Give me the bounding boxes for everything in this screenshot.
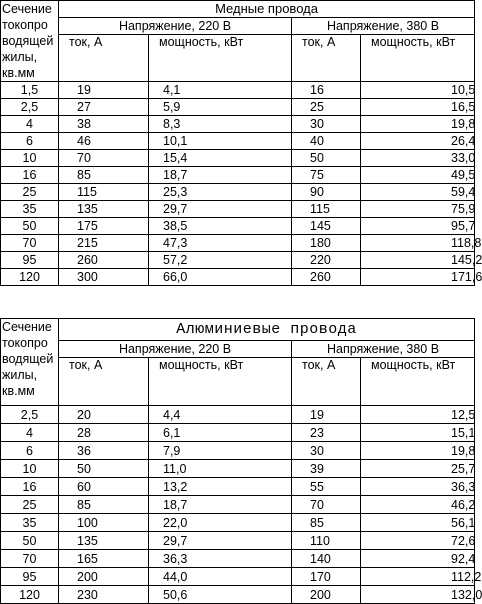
power-380-cell: 46,2 [361,496,475,514]
power-220-cell: 22,0 [149,514,292,532]
copper-voltage-row [1,18,475,35]
power-380-cell: 59,4 [361,184,475,201]
current-380-cell: 85 [292,514,361,532]
table-row [1,406,475,424]
table-row [1,218,475,235]
current-220-cell: 100 [59,514,149,532]
power-220-cell: 5,9 [149,99,292,116]
power-380-cell: 132,0 [361,586,475,604]
cross-section-cell: 70 [1,235,59,252]
power-220-cell: 15,4 [149,150,292,167]
current-380-cell: 30 [292,442,361,460]
table-row [1,568,475,586]
power-380-cell: 10,5 [361,82,475,99]
table-row [1,116,475,133]
power-380-cell: 112,2 [361,568,475,586]
cross-section-cell: 95 [1,252,59,269]
table-row [1,99,475,116]
power-220-cell: 6,1 [149,424,292,442]
section-header-line: водящей [2,352,54,366]
power-380-header: мощность, кВт [361,358,475,406]
aluminum-table-title: Алюминиевые провода [59,319,475,341]
copper-table-body [1,1,475,82]
current-380-cell: 19 [292,406,361,424]
cross-section-cell: 6 [1,133,59,150]
table-row [1,586,475,604]
power-220-cell: 4,1 [149,82,292,99]
current-220-cell: 85 [59,167,149,184]
current-220-cell: 28 [59,424,149,442]
power-220-cell: 66,0 [149,269,292,286]
section-header-line: кв.мм [2,66,35,80]
cross-section-cell: 4 [1,116,59,133]
current-380-cell: 16 [292,82,361,99]
voltage-380-header: Напряжение, 380 В [292,341,475,358]
power-380-cell: 118,8 [361,235,475,252]
table-row [1,252,475,269]
power-220-cell: 44,0 [149,568,292,586]
current-380-cell: 39 [292,460,361,478]
current-220-cell: 60 [59,478,149,496]
table-row [1,424,475,442]
power-220-cell: 29,7 [149,532,292,550]
power-220-cell: 50,6 [149,586,292,604]
power-380-cell: 19,8 [361,116,475,133]
copper-section-header [1,1,59,82]
power-380-cell: 92,4 [361,550,475,568]
power-380-cell: 26,4 [361,133,475,150]
power-380-cell: 95,7 [361,218,475,235]
current-220-cell: 19 [59,82,149,99]
section-header-line: токопро [2,18,48,32]
current-380-cell: 170 [292,568,361,586]
cross-section-cell: 25 [1,496,59,514]
section-header-line: Сечение [2,320,52,334]
cross-section-cell: 16 [1,167,59,184]
power-380-cell: 19,8 [361,442,475,460]
current-220-cell: 200 [59,568,149,586]
power-220-cell: 8,3 [149,116,292,133]
power-220-cell: 18,7 [149,167,292,184]
copper-wire-table [0,0,482,286]
cross-section-cell: 50 [1,218,59,235]
table-row [1,460,475,478]
current-380-cell: 260 [292,269,361,286]
power-220-cell: 57,2 [149,252,292,269]
section-header-line: Сечение [2,2,52,16]
cross-section-cell: 4 [1,424,59,442]
table-row [1,496,475,514]
cross-section-cell: 6 [1,442,59,460]
power-220-cell: 18,7 [149,496,292,514]
aluminum-data-rows [1,406,482,604]
current-220-cell: 38 [59,116,149,133]
current-220-cell: 215 [59,235,149,252]
cross-section-cell: 70 [1,550,59,568]
current-380-cell: 220 [292,252,361,269]
power-380-cell: 49,5 [361,167,475,184]
current-380-header: ток, А [292,358,361,406]
cross-section-cell: 2,5 [1,99,59,116]
current-380-cell: 140 [292,550,361,568]
cross-section-cell: 2,5 [1,406,59,424]
power-220-cell: 25,3 [149,184,292,201]
current-380-cell: 30 [292,116,361,133]
table-row [1,550,475,568]
table-row [1,532,475,550]
table-row [1,201,475,218]
aluminum-title-row [1,319,475,341]
power-220-cell: 4,4 [149,406,292,424]
voltage-220-header: Напряжение, 220 В [59,18,292,35]
table-row [1,82,475,99]
power-220-cell: 47,3 [149,235,292,252]
current-220-cell: 175 [59,218,149,235]
power-380-cell: 15,1 [361,424,475,442]
power-220-cell: 11,0 [149,460,292,478]
section-header-line: жилы, [2,50,38,64]
cross-section-cell: 50 [1,532,59,550]
current-380-cell: 70 [292,496,361,514]
power-220-cell: 38,5 [149,218,292,235]
table-row [1,442,475,460]
current-220-cell: 85 [59,496,149,514]
current-380-cell: 40 [292,133,361,150]
power-380-cell: 16,5 [361,99,475,116]
power-220-cell: 7,9 [149,442,292,460]
section-header-line: водящей [2,34,54,48]
table-row [1,133,475,150]
cross-section-cell: 35 [1,201,59,218]
copper-column-row [1,35,475,82]
copper-title-row [1,1,475,18]
power-380-header: мощность, кВт [361,35,475,82]
current-380-cell: 75 [292,167,361,184]
section-header-line: кв.мм [2,384,35,398]
power-220-header: мощность, кВт [149,358,292,406]
power-380-cell: 25,7 [361,460,475,478]
current-220-cell: 165 [59,550,149,568]
current-380-cell: 55 [292,478,361,496]
voltage-220-header: Напряжение, 220 В [59,341,292,358]
section-header-line: жилы, [2,368,38,382]
aluminum-table-body [1,319,475,406]
power-220-cell: 36,3 [149,550,292,568]
current-220-cell: 20 [59,406,149,424]
power-380-cell: 36,3 [361,478,475,496]
table-row [1,514,475,532]
table-row [1,235,475,252]
table-row [1,269,475,286]
section-header-line: токопро [2,336,48,350]
copper-table-title: Медные провода [59,1,475,18]
power-380-cell: 72,6 [361,532,475,550]
current-380-cell: 90 [292,184,361,201]
copper-data-rows [1,82,482,286]
current-220-cell: 230 [59,586,149,604]
cross-section-cell: 10 [1,460,59,478]
power-380-cell: 12,5 [361,406,475,424]
current-380-cell: 145 [292,218,361,235]
cross-section-cell: 16 [1,478,59,496]
aluminum-section-header [1,319,59,406]
current-380-header: ток, А [292,35,361,82]
current-220-cell: 36 [59,442,149,460]
power-380-cell: 145,2 [361,252,475,269]
current-220-cell: 46 [59,133,149,150]
power-380-cell: 75,9 [361,201,475,218]
current-380-cell: 200 [292,586,361,604]
current-220-header: ток, А [59,35,149,82]
current-380-cell: 180 [292,235,361,252]
current-220-header: ток, А [59,358,149,406]
aluminum-voltage-row [1,341,475,358]
current-380-cell: 115 [292,201,361,218]
current-220-cell: 300 [59,269,149,286]
power-220-cell: 29,7 [149,201,292,218]
current-220-cell: 70 [59,150,149,167]
current-220-cell: 27 [59,99,149,116]
current-380-cell: 23 [292,424,361,442]
power-380-cell: 171,6 [361,269,475,286]
cross-section-cell: 120 [1,269,59,286]
cross-section-cell: 10 [1,150,59,167]
table-row [1,167,475,184]
current-380-cell: 110 [292,532,361,550]
current-220-cell: 135 [59,532,149,550]
power-380-cell: 56,1 [361,514,475,532]
power-380-cell: 33,0 [361,150,475,167]
current-220-cell: 135 [59,201,149,218]
current-220-cell: 50 [59,460,149,478]
cross-section-cell: 25 [1,184,59,201]
current-380-cell: 50 [292,150,361,167]
table-row [1,150,475,167]
cross-section-cell: 95 [1,568,59,586]
current-220-cell: 260 [59,252,149,269]
power-220-cell: 13,2 [149,478,292,496]
table-row [1,478,475,496]
cross-section-cell: 1,5 [1,82,59,99]
table-row [1,184,475,201]
cross-section-cell: 120 [1,586,59,604]
power-220-header: мощность, кВт [149,35,292,82]
aluminum-column-row [1,358,475,406]
voltage-380-header: Напряжение, 380 В [292,18,475,35]
cross-section-cell: 35 [1,514,59,532]
current-380-cell: 25 [292,99,361,116]
current-220-cell: 115 [59,184,149,201]
power-220-cell: 10,1 [149,133,292,150]
aluminum-wire-table [0,318,482,604]
